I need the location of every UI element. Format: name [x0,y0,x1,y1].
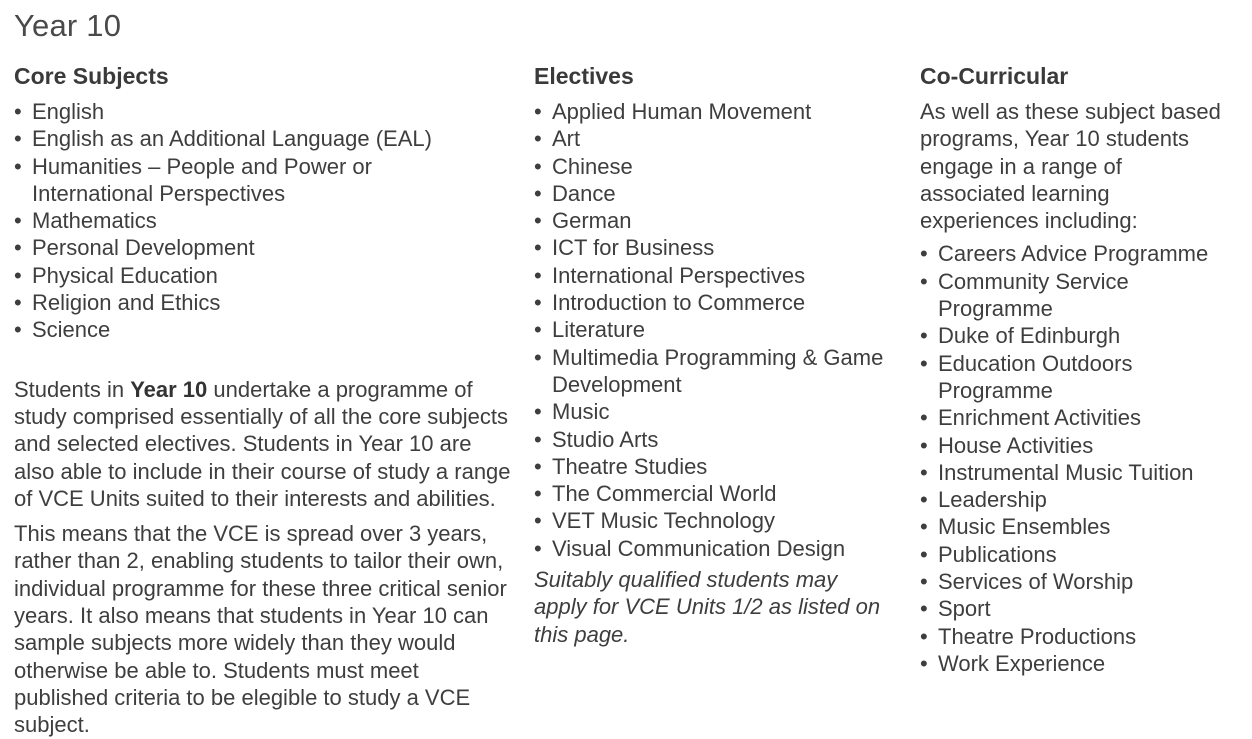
list-item: • Theatre Productions [920,623,1245,650]
list-item: • Dance [534,180,904,207]
list-item: • Music Ensembles [920,513,1245,540]
list-item: • VET Music Technology [534,507,904,534]
cocurricular-intro: As well as these subject based programs, Year 10 students engage in a range of associated learning experiences including: [920,99,1221,234]
cocurricular-list [920,240,1245,677]
core-subjects-heading: Core Subjects [14,63,169,89]
list-item: • Physical Education [14,262,502,289]
list-item: • Community Service Programme [920,268,1245,323]
list-item: • English [14,98,502,125]
list-item: • The Commercial World [534,480,904,507]
list-item: • English as an Additional Language (EAL) [14,125,502,152]
list-item: • Publications [920,541,1245,568]
list-item: • Mathematics [14,207,502,234]
page-title: Year 10 [14,8,122,43]
list-item: • Applied Human Movement [534,98,904,125]
electives-column [534,60,904,648]
list-item: • Personal Development [14,234,502,261]
electives-heading: Electives [534,63,634,89]
list-item: • Work Experience [920,650,1245,677]
year10-description: Students in Year 10 undertake a programme of study comprised essentially of all the core subjects and selected electives. Students in Year 10 are also able to include in their course of study a range of VCE Units suited to their interests and abilities. [14,376,511,511]
list-item: • Theatre Studies [534,453,904,480]
list-item: • Instrumental Music Tuition [920,459,1245,486]
core-subjects-list [14,98,514,344]
list-item: • Religion and Ethics [14,289,502,316]
electives-list [534,98,904,562]
list-item: • Services of Worship [920,568,1245,595]
list-item: • Sport [920,595,1245,622]
list-item: • German [534,207,904,234]
cocurricular-column [920,60,1245,677]
electives-note: Suitably qualified students may apply for VCE Units 1/2 as listed on this page. [534,567,881,647]
list-item: • Enrichment Activities [920,404,1245,431]
list-item: • Humanities – People and Power or International Perspectives [14,153,372,208]
list-item: • Science [14,316,502,343]
list-item: • Art [534,125,904,152]
list-item: • Leadership [920,486,1245,513]
list-item: • Studio Arts [534,426,904,453]
list-item: • Multimedia Programming & Game Development [534,344,904,399]
list-item: • ICT for Business [534,234,904,261]
list-item: • House Activities [920,432,1245,459]
list-item: • Education Outdoors Programme [920,350,1245,405]
list-item: • Careers Advice Programme [920,240,1245,267]
list-item: • Duke of Edinburgh [920,322,1245,349]
list-item: • International Perspectives [534,262,904,289]
core-subjects-column [14,60,514,739]
cocurricular-heading: Co-Curricular [920,63,1069,89]
list-item: • Visual Communication Design [534,535,904,562]
vce-description: This means that the VCE is spread over 3 years, rather than 2, enabling students to tailor their own, individual programme for these three critical senior years. It also means that students in Year 10 can sample subjects more widely than they would otherwise be able to. Students must meet published criteria to be elegible to study a VCE subject. [14,521,507,738]
list-item: • Literature [534,316,904,343]
list-item: • Introduction to Commerce [534,289,904,316]
list-item: • Chinese [534,153,904,180]
list-item: • Music [534,398,904,425]
